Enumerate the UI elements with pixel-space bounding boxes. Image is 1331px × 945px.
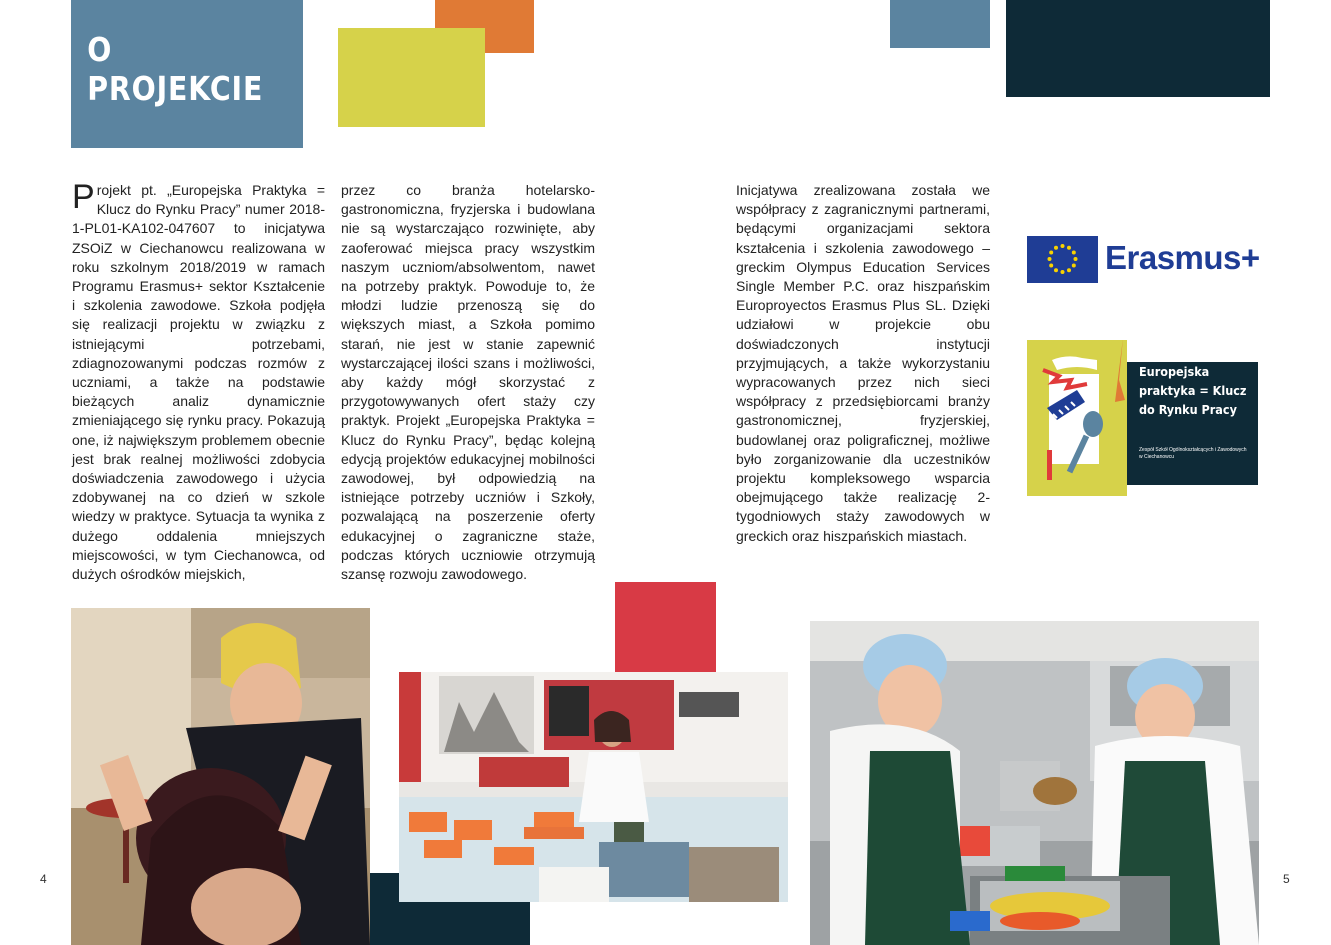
badge-subtitle: Zespół Szkół Ogólnokształcących i Zawodowych w Ciechanowcu: [1139, 447, 1247, 460]
badge-title: Europejska praktyka = Klucz do Rynku Pracy: [1139, 364, 1247, 417]
text-column-1: [72, 178, 325, 584]
steel-blue-block: [890, 0, 990, 48]
page-number-left: 4: [40, 872, 47, 886]
text-column-1-body: rojekt pt. „Europejska Praktyka = Klucz do Rynku Pracy” numer 2018-1-PL01-KA102-047607 to inicjatywa ZSOiZ w Ciechanowcu realizowana w roku szkolnym 2018/2019 w ramach Programu Erasmus+ sektor Kształcenie i szkolenia zawodowe. Szkoła podjęła się realizacji projektu w związku z istniejącymi potrzebami, zdiagnozowanymi podczas rozmów z uczniami, a także na podstawie bieżących analiz dynamicznie zmieniającego się rynku pracy. Pokazują one, iż największym problemem obecnie jest brak realnej możliwości zdobycia doświadczenia zawodowego i użycia zdobywanej na co dzień w szkole wiedzy w praktyce. Sytuacja ta wynika z dużego oddalenia mniejszych miejscowości, w tym Ciechanowca, od dużych ośrodków miejskich,: [72, 182, 325, 583]
erasmus-logo: [1027, 236, 1259, 286]
badge-illustration: [1027, 340, 1127, 496]
text-column-3: Inicjatywa zrealizowana została we współpracy z zagranicznymi partnerami, będącymi organizacjami sektora kształcenia i szkolenia zawodowego – greckim Olympus Education Services Single Member P.C. oraz hiszpańskim Europroyectos Erasmus Plus SL. Dzięki udziałowi w projekcie obu doświadczonych instytucji przyjmujących, a także wykorzystaniu wypracowanych przez nich sieci współpracy z przedsiębiorcami branży gastronomicznej, fryzjerskiej, budowlanej oraz poligraficznej, możliwe było zorganizowanie dla uczestników projektu kompleksowego wsparcia obejmującego także realizację 2-tygodniowych staży zawodowych w greckich oraz hiszpańskich miastach.: [736, 182, 990, 544]
section-title-box: [71, 0, 303, 148]
badge-panel: [1127, 362, 1258, 485]
project-badge: [1027, 340, 1258, 496]
text-column-2: przez co branża hotelarsko-gastronomiczna, fryzjerska i budowlana nie są wystarczająco rozwinięte, aby zaoferować miejsca pracy wszystkim naszym uczniom/absolwentom, nawet na potrzeby praktyk. Powoduje to, że młodzi ludzie przenoszą się do większych miast, a Szkoła pomimo starań, nie jest w stanie zapewnić wystarczającej ilości szans i możliwości, aby każdy mógł skorzystać z przygotowywanych ofert staży czy praktyk. Projekt „Europejska Praktyka = Klucz do Rynku Pracy”, będąc kolejną edycją projektów edukacyjnej mobilności zawodowej, był odpowiedzią na istniejące potrzeby uczniów i Szkoły, pozwalającą na poszerzenie oferty edukacyjnej o zagraniczne staże, podczas których uczniowie otrzymują szansę rozwoju zawodowego.: [341, 182, 595, 583]
page-title: O PROJEKCIE: [87, 30, 264, 108]
navy-block-top: [1006, 0, 1270, 97]
hairdressing-photo: [71, 608, 370, 945]
page-number-right: 5: [1283, 872, 1290, 886]
eu-flag-icon: [1027, 236, 1098, 283]
printing-photo: [399, 672, 788, 902]
erasmus-logo-text: Erasmus+: [1105, 239, 1260, 276]
lime-block: [338, 28, 485, 127]
kitchen-photo: [810, 621, 1259, 945]
red-block: [615, 582, 716, 675]
drop-cap: P: [72, 178, 95, 216]
